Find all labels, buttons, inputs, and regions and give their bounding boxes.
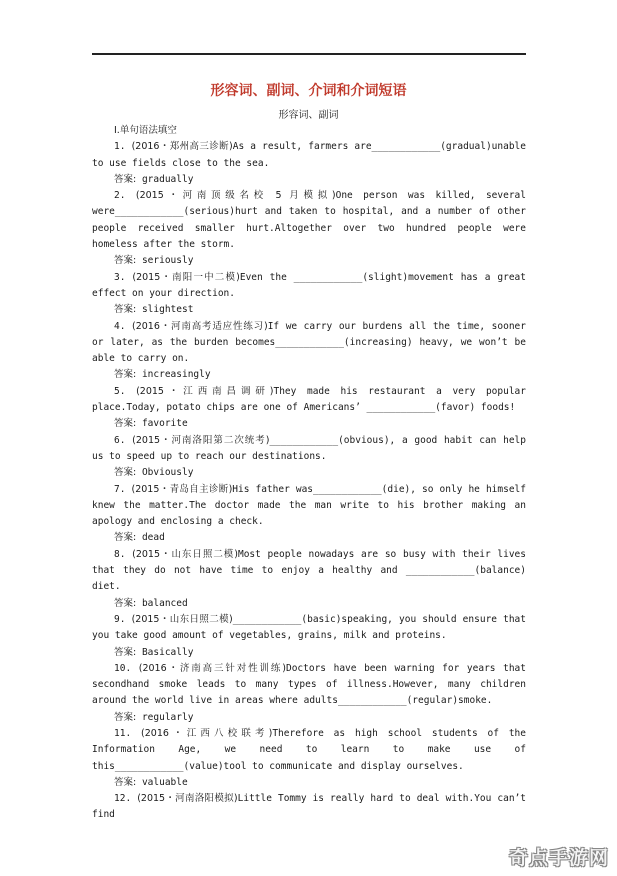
answer-label: 答案: bbox=[114, 597, 137, 609]
question-item bbox=[92, 433, 526, 466]
question-number: 12. bbox=[114, 793, 132, 805]
question-item bbox=[92, 547, 526, 596]
question-item bbox=[92, 384, 526, 417]
question-text: Therefore as high school students of the Information Age, we need to learn to make use of this____________(value)tool to communicate and display ourselves. bbox=[92, 727, 526, 772]
answer-label: 答案: bbox=[114, 467, 137, 479]
question-number: 6. bbox=[114, 434, 126, 446]
answer-label: 答案: bbox=[114, 369, 137, 381]
question-item bbox=[92, 270, 526, 303]
answer-line bbox=[92, 710, 526, 726]
question-number: 2. bbox=[114, 190, 126, 202]
question-source: (2016・江西八校联考) bbox=[141, 727, 273, 739]
answer-value: valuable bbox=[141, 776, 188, 788]
question-text: ____________(basic)speaking, you should ensure that you take good amount of vegetables, grains, milk and proteins. bbox=[92, 613, 526, 642]
question-number: 1. bbox=[114, 141, 126, 153]
answer-line bbox=[92, 416, 526, 432]
answer-label: 答案: bbox=[114, 418, 137, 430]
answer-line bbox=[92, 302, 526, 318]
answer-value: gradually bbox=[141, 173, 194, 185]
page-subtitle: 形容词、副词 bbox=[278, 110, 339, 121]
question-source: (2015・河南顶级名校 5 月模拟) bbox=[135, 190, 336, 202]
question-text: One person was killed, several were____________(serious)hurt and taken to hospital, and a number of other people received smaller hurt.Altogether over two hundred people were homeless after the storm. bbox=[92, 190, 526, 251]
question-item bbox=[92, 139, 526, 172]
question-source: (2015・青岛自主诊断) bbox=[131, 483, 233, 495]
answer-line bbox=[92, 367, 526, 383]
question-text: His father was____________(die), so only he himself knew the matter.The doctor made the man write to his brother making an apology and enclosing a check. bbox=[92, 483, 526, 528]
question-number: 10. bbox=[114, 662, 132, 674]
document-body bbox=[92, 123, 526, 824]
question-item bbox=[92, 482, 526, 531]
question-number: 8. bbox=[114, 548, 126, 560]
answer-value: regularly bbox=[141, 711, 194, 723]
section-heading: Ⅰ.单句语法填空 bbox=[114, 125, 177, 136]
question-source: (2015・南阳一中二模) bbox=[132, 271, 240, 283]
question-item bbox=[92, 188, 526, 253]
answer-value: increasingly bbox=[141, 369, 211, 381]
question-item bbox=[92, 791, 526, 824]
question-number: 3. bbox=[114, 271, 126, 283]
answer-line bbox=[92, 596, 526, 612]
answer-label: 答案: bbox=[114, 173, 137, 185]
page-title: 形容词、副词、介词和介词短语 bbox=[210, 83, 407, 99]
question-source: (2015・江西南昌调研) bbox=[136, 385, 274, 397]
question-text: They made his restaurant a very popular place.Today, potato chips are one of Americans’ ____________(favor) foods! bbox=[92, 385, 526, 414]
question-number: 7. bbox=[114, 483, 126, 495]
question-number: 9. bbox=[114, 613, 126, 625]
answer-label: 答案: bbox=[114, 776, 137, 788]
question-source: (2015・山东日照二模) bbox=[131, 613, 233, 625]
question-text: As a result, farmers are____________(gradual)unable to use fields close to the sea. bbox=[92, 141, 526, 169]
question-number: 5. bbox=[114, 385, 126, 397]
question-source: (2016・济南高三针对性训练) bbox=[138, 662, 286, 674]
answer-value: balanced bbox=[141, 597, 188, 609]
question-text: ____________(obvious), a good habit can help us to speed up to reach our destinations. bbox=[92, 434, 526, 462]
question-text: Most people nowadays are so busy with their lives that they do not have time to enjoy a healthy and ____________(balance) diet. bbox=[92, 548, 526, 593]
question-item bbox=[92, 726, 526, 775]
question-item bbox=[92, 612, 526, 645]
question-number: 11. bbox=[114, 727, 132, 739]
question-text: Even the ____________(slight)movement has a great effect on your direction. bbox=[92, 271, 526, 299]
answer-label: 答案: bbox=[114, 646, 137, 658]
answer-line bbox=[92, 465, 526, 481]
answer-value: Basically bbox=[141, 646, 194, 658]
question-source: (2015・山东日照二模) bbox=[132, 548, 238, 560]
answer-line bbox=[92, 645, 526, 661]
answer-value: Obviously bbox=[141, 467, 194, 479]
answer-value: favorite bbox=[141, 418, 188, 430]
answer-label: 答案: bbox=[114, 304, 137, 316]
answer-value: dead bbox=[141, 532, 165, 544]
answer-value: seriously bbox=[141, 255, 194, 267]
question-list bbox=[92, 139, 526, 823]
question-number: 4. bbox=[114, 320, 126, 332]
question-text: Doctors have been warning for years that secondhand smoke leads to many types of illness.However, many children around the world live in areas where adults____________(regular)smoke. bbox=[92, 662, 526, 707]
question-source: (2016・郑州高三诊断) bbox=[131, 141, 233, 153]
answer-line bbox=[92, 775, 526, 791]
question-source: (2016・河南高考适应性练习) bbox=[132, 320, 268, 332]
watermark-logo: 奇点手游网 bbox=[508, 847, 609, 869]
question-item bbox=[92, 661, 526, 710]
question-item bbox=[92, 319, 526, 368]
question-text: Little Tommy is really hard to deal with.You can’t find bbox=[92, 793, 526, 821]
answer-line bbox=[92, 253, 526, 269]
header-rule bbox=[92, 53, 526, 55]
question-source: (2015・河南洛阳模拟) bbox=[137, 793, 238, 805]
answer-label: 答案: bbox=[114, 255, 137, 267]
question-text: If we carry our burdens all the time, sooner or later, as the burden becomes____________(increasing) heavy, we won’t be able to carry on. bbox=[92, 320, 526, 365]
answer-label: 答案: bbox=[114, 711, 137, 723]
answer-line bbox=[92, 530, 526, 546]
answer-line bbox=[92, 172, 526, 188]
question-source: (2015・河南洛阳第二次统考) bbox=[132, 434, 270, 446]
answer-value: slightest bbox=[141, 304, 194, 316]
answer-label: 答案: bbox=[114, 532, 137, 544]
